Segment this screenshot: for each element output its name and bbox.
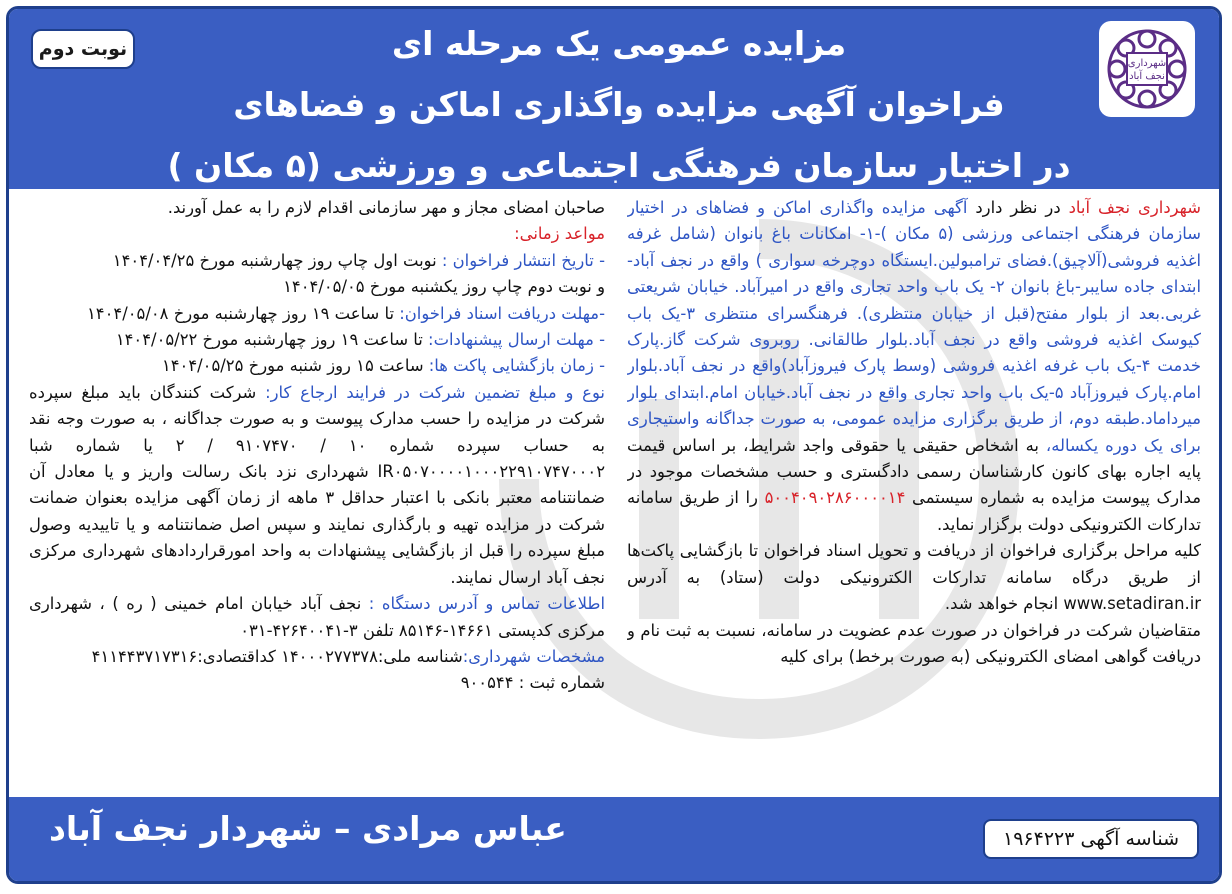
- system-number: ۵۰۰۴۰۹۰۲۸۶۰۰۰۰۱۴: [764, 488, 906, 508]
- registration-row: شماره ثبت : ۹۰۰۵۴۴: [460, 673, 605, 693]
- opening-label: - زمان بازگشایی پاکت ها:: [423, 356, 605, 376]
- logo-text-2: نجف آباد: [1129, 71, 1165, 82]
- applicants-paragraph: متقاضیان شرکت در فراخوان در صورت عدم عضویت در سامانه، نسبت به ثبت نام و دریافت گواهی امضای الکترونیکی (به صورت برخط) برای کلیه: [627, 620, 1201, 666]
- title-line-1: مزایده عمومی یک مرحله ای: [391, 24, 847, 63]
- terms-text: به اشخاص حقیقی یا حقوقی واجد شرایط، بر اساس قیمت پایه اجاره بهای کانون کارشناسان رسمی دادگستری و حسب مشخصات موجود در مدارک پیوست مزایده به شماره سیستمی: [627, 435, 1201, 508]
- publication-label: - تاریخ انتشار فراخوان :: [436, 250, 605, 270]
- contact-text: نجف آباد خیابان امام خمینی ( ره ) ، شهرداری مرکزی کدپستی ۱۴۶۶۱-۸۵۱۴۶ تلفن ۳-۴۲۶۴۰۰۴۱-۰۳۱: [29, 594, 605, 640]
- spec-text: شناسه ملی:۱۴۰۰۰۲۷۷۳۷۸ کداقتصادی:۴۱۱۴۴۳۷۱۷۳۱۶: [91, 646, 463, 666]
- spec-label: مشخصات شهرداری:: [462, 646, 605, 666]
- mayor-signature: عباس مرادی – شهردار نجف آباد: [49, 809, 567, 848]
- guarantee-label: نوع و مبلغ تضمین شرکت در فرایند ارجاع کار:: [256, 382, 605, 402]
- guarantee-paragraph: [29, 380, 605, 591]
- contact-label: اطلاعات تماس و آدرس دستگاه :: [361, 594, 605, 614]
- title-line-3: در اختیار سازمان فرهنگی اجتماعی و ورزشی (۵ مکان ): [167, 146, 1071, 186]
- dates-heading: مواعد زمانی:: [514, 224, 605, 244]
- organization-name: شهرداری نجف آباد: [1068, 198, 1201, 217]
- header-banner: [9, 9, 1219, 189]
- ad-id-box: شناسه آگهی ۱۹۶۴۲۲۳: [983, 819, 1199, 859]
- contact-paragraph: [29, 591, 605, 644]
- opening-value: ساعت ۱۵ روز شنبه مورخ ۱۴۰۴/۰۵/۲۵: [161, 356, 424, 376]
- footer-banner: [9, 797, 1219, 881]
- advertisement-frame: [6, 6, 1222, 884]
- logo-text-1: شهرداری: [1127, 58, 1167, 69]
- venues-description: آگهی مزایده واگذاری اماکن و فضاهای در اختیار سازمان فرهنگی اجتماعی ورزشی (۵ مکان )-۱- امکانات باغ بانوان (شامل غرفه اغذیه فروشی(آلاچیق).فضای ترامبولین.ایستگاه دوچرخه سواری ) واقع در نجف آباد-ابتدای جاده سایبر-باغ بانوان ۲- یک باب واحد تجاری واقع در امیرآباد. خیابان شریعتی غربی.بعد از بلوار مفتح(قبل از خیابان منتظری). فرهنگسرای منتظری ۳-یک باب کیوسک اغذیه فروشی واقع در نجف آباد.بلوار طالقانی. روبروی شرکت گاز.پارک خدمت ۴-یک باب غرفه اغذیه فروشی (وسط پارک فیروزآباد)واقع در نجف آباد.بلوار امام.پارک فیروزآباد ۵-یک باب واحد تجاری واقع در نجف آباد.خیابان امام.ابتدای بلوار میرداماد.طبقه دوم، از طریق برگزاری مزایده عمومی، به صورت جداگانه واستیجاری برای یک دوره یکساله،: [627, 198, 1201, 455]
- publication-second-row: و نوبت دوم چاپ روز یکشنبه مورخ ۱۴۰۴/۰۵/۰۵: [283, 277, 605, 297]
- docs-label: -مهلت دریافت اسناد فراخوان:: [394, 303, 605, 323]
- docs-value: تا ساعت ۱۹ روز چهارشنبه مورخ ۱۴۰۴/۰۵/۰۸: [87, 303, 395, 323]
- offer-label: - مهلت ارسال پیشنهادات:: [422, 330, 605, 350]
- procedure-text: کلیه مراحل برگزاری فراخوان از دریافت و تحویل اسناد فراخوان تا بازگشایی پاکت‌ها از طریق درگاه سامانه تدارکات الکترونیکی دولت (ستاد) به آدرس: [627, 541, 1201, 587]
- right-column: [627, 195, 1201, 795]
- opening-time-row: [29, 353, 605, 379]
- guarantee-text: شرکت کنندگان باید مبلغ سپرده شرکت در مزایده را حسب مدارک پیوست و به صورت جداگانه ، به صورت وجه نقد به حساب سپرده شماره ۱۰ / ۹۱۰۷۴۷۰ / ۲ یا شماره شبا IR۰۵۰۷۰۰۰۰۱۰۰۰۲۲۹۱۰۷۴۷۰۰۰۲ شهرداری نزد بانک رسالت واریز و یا معادل آن ضمانتنامه معتبر بانکی با اعتبار حداقل ۳ ماهه از زمان آگهی مزایده بعنوان ضمانت شرکت در مزایده تهیه و بارگذاری نمایند و سپس اصل ضمانتنامه و یا تاییدیه وصول مبلغ سپرده را قبل از بازگشایی پیشنهادات به واحد امورقراردادهای شهرداری مرکزی نجف آباد ارسال نمایند.: [29, 382, 605, 587]
- municipality-logo: [1099, 21, 1195, 117]
- publication-value: نوبت اول چاپ روز چهارشنبه مورخ ۱۴۰۴/۰۴/۲۵: [112, 250, 437, 270]
- docs-deadline-row: [29, 301, 605, 327]
- intent-text: در نظر دارد: [967, 198, 1069, 217]
- round-badge: نوبت دوم: [31, 29, 135, 69]
- title-block: [149, 25, 1089, 185]
- body-content: [9, 189, 1219, 797]
- signatories-line: صاحبان امضای مجاز و مهر سازمانی اقدام لازم را به عمل آورند.: [167, 198, 605, 217]
- left-column: [29, 195, 605, 795]
- procedure-end: انجام خواهد شد.: [944, 594, 1064, 614]
- terms-end: را از طریق سامانه تدارکات الکترونیکی دولت برگزار نماید.: [627, 488, 1201, 534]
- spec-row: [29, 644, 605, 670]
- publication-date-row: [29, 248, 605, 274]
- offer-deadline-row: [29, 327, 605, 353]
- procedure-paragraph: [627, 538, 1201, 617]
- offer-value: تا ساعت ۱۹ روز چهارشنبه مورخ ۱۴۰۴/۰۵/۲۲: [115, 330, 423, 350]
- setad-link[interactable]: www.setadiran.ir: [1063, 594, 1201, 614]
- logo-emblem-icon: [1103, 25, 1191, 113]
- title-line-2: فراخوان آگهی مزایده واگذاری اماکن و فضاهای: [233, 85, 1005, 125]
